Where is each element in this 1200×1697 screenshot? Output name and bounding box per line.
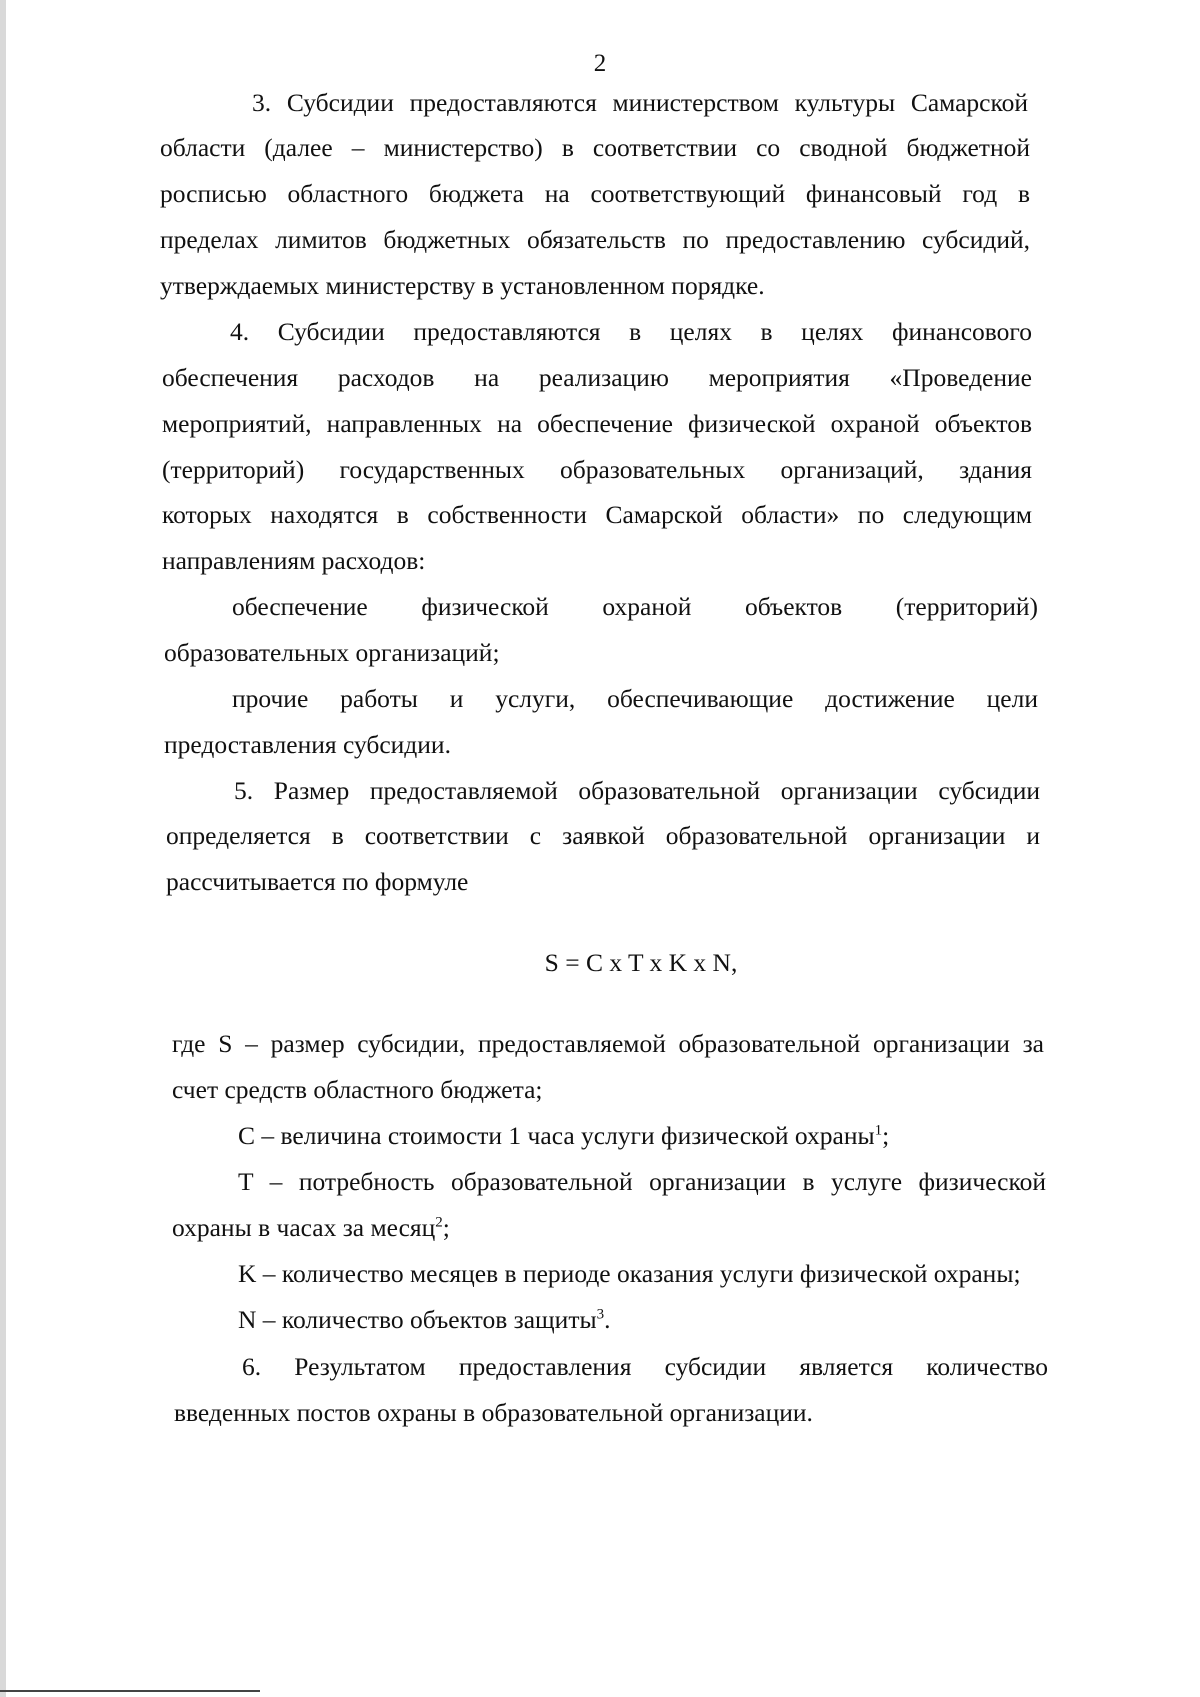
definition-t-tail: ;: [442, 1213, 450, 1242]
footnote-ref-3: 3: [596, 1306, 605, 1323]
definition-n-text: N – количество объектов защиты: [238, 1305, 597, 1334]
definition-c: [238, 1121, 1188, 1151]
formula: S = C x T x K x N,: [544, 948, 738, 977]
direction-2-line-2: предоставления субсидии.: [164, 730, 451, 759]
page-number: 2: [593, 50, 607, 77]
definition-n: [238, 1305, 1188, 1335]
footnote-ref-1: 1: [874, 1122, 883, 1139]
paragraph-5-line-2: определяется в соответствии с заявкой образовательной организации и: [166, 821, 1040, 850]
paragraph-3-line-1: 3. Субсидии предоставляются министерством культуры Самарской: [252, 88, 1028, 117]
paragraph-6-line-1: 6. Результатом предоставления субсидии является количество: [242, 1352, 1048, 1381]
direction-1-line-1: обеспечение физической охраной объектов (территорий): [232, 592, 1038, 621]
definition-s-line-2: счет средств областного бюджета;: [172, 1075, 543, 1104]
footnote-ref-2: 2: [435, 1214, 443, 1231]
paragraph-6-line-2: введенных постов охраны в образовательной организации.: [174, 1398, 813, 1427]
definition-t-line-1: T – потребность образовательной организации в услуге физической: [238, 1167, 1046, 1196]
paragraph-4-line-6: направлениям расходов:: [162, 546, 426, 575]
paragraph-3-line-2: области (далее – министерство) в соответствии со сводной бюджетной: [160, 133, 1030, 162]
definition-n-tail: .: [604, 1305, 611, 1334]
definition-t-text: охраны в часах за месяц: [172, 1213, 436, 1242]
paragraph-4-line-1: 4. Субсидии предоставляются в целях в целях финансового: [230, 317, 1032, 346]
definition-k: K – количество месяцев в периоде оказания услуги физической охраны;: [238, 1259, 1021, 1288]
definition-c-text: C – величина стоимости 1 часа услуги физической охраны: [238, 1121, 875, 1150]
definition-s-line-1: где S – размер субсидии, предоставляемой образовательной организации за: [172, 1029, 1044, 1058]
paragraph-4-line-3: мероприятий, направленных на обеспечение физической охраной объектов: [162, 409, 1032, 438]
definition-t-line-2: [172, 1213, 1122, 1243]
paragraph-3-line-5: утверждаемых министерству в установленном порядке.: [160, 271, 765, 300]
direction-1-line-2: образовательных организаций;: [164, 638, 500, 667]
paragraph-5-line-1: 5. Размер предоставляемой образовательной организации субсидии: [234, 776, 1040, 805]
paragraph-4-line-5: которых находятся в собственности Самарской области» по следующим: [162, 500, 1032, 529]
paragraph-4-line-2: обеспечения расходов на реализацию мероприятия «Проведение: [162, 363, 1032, 392]
definition-c-tail: ;: [882, 1121, 890, 1150]
footnote-separator: [0, 1690, 260, 1692]
paragraph-4-line-4: (территорий) государственных образовательных организаций, здания: [162, 455, 1032, 484]
paragraph-3-line-4: пределах лимитов бюджетных обязательств по предоставлению субсидий,: [160, 225, 1030, 254]
paragraph-5-line-3: рассчитывается по формуле: [166, 867, 469, 896]
direction-2-line-1: прочие работы и услуги, обеспечивающие достижение цели: [232, 684, 1038, 713]
paragraph-3-line-3: росписью областного бюджета на соответствующий финансовый год в: [160, 179, 1030, 208]
scan-edge: [0, 0, 6, 1697]
